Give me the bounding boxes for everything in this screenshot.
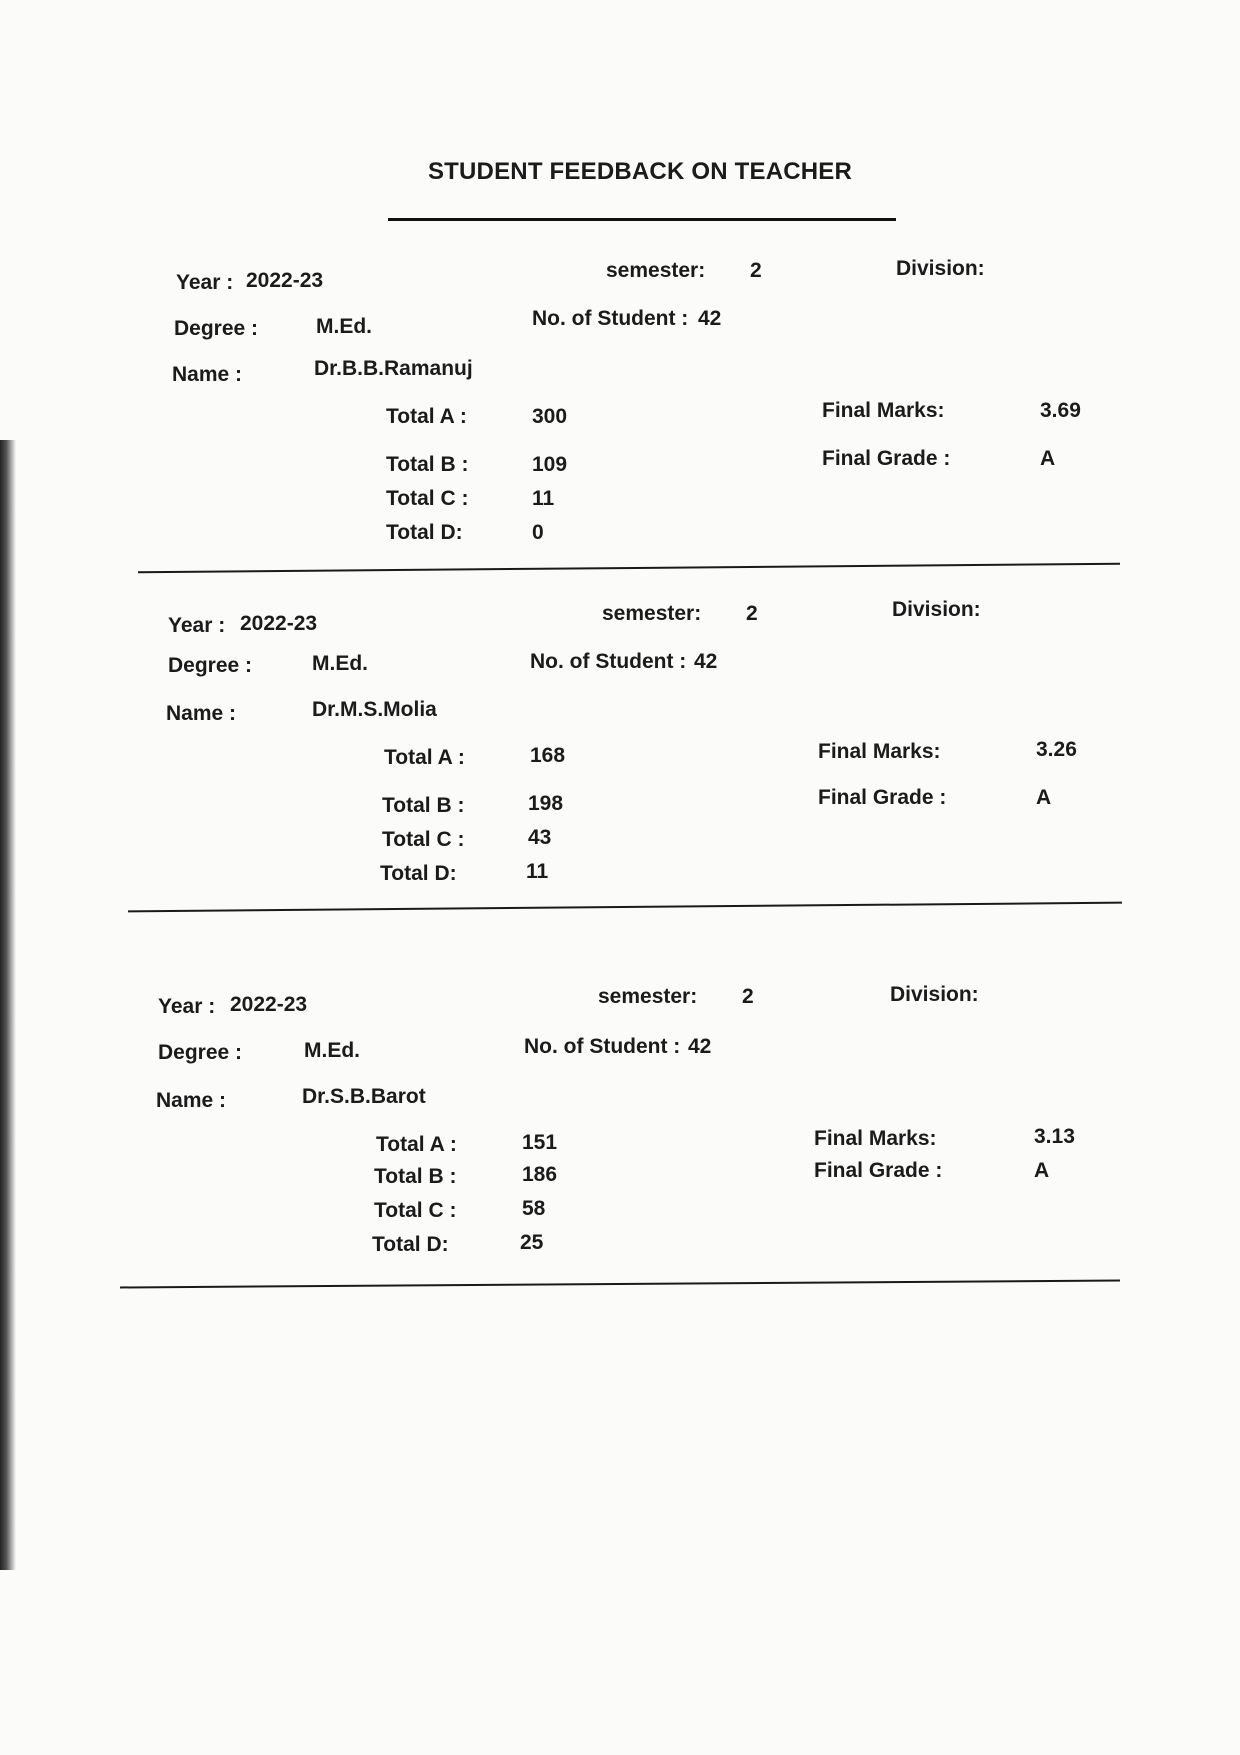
total-b-value: 186 — [522, 1163, 558, 1186]
name-label: Name : — [172, 363, 243, 386]
final-marks-value: 3.13 — [1034, 1125, 1075, 1148]
degree-label: Degree : — [174, 317, 259, 340]
total-c-label: Total C : — [386, 487, 469, 510]
division-label: Division: — [892, 598, 981, 621]
semester-label: semester: — [606, 259, 706, 282]
teacher-name: Dr.M.S.Molia — [312, 698, 437, 721]
total-b-label: Total B : — [382, 794, 465, 817]
year-value: 2022-23 — [230, 993, 308, 1016]
total-a-label: Total A : — [384, 746, 465, 769]
document-title: STUDENT FEEDBACK ON TEACHER — [427, 158, 853, 185]
students-value: 42 — [688, 1035, 712, 1058]
semester-value: 2 — [750, 259, 762, 282]
degree-value: M.Ed. — [316, 315, 372, 338]
year-value: 2022-23 — [246, 269, 324, 292]
degree-label: Degree : — [168, 654, 253, 677]
final-grade-value: A — [1036, 786, 1052, 809]
total-c-value: 58 — [522, 1197, 546, 1220]
final-grade-label: Final Grade : — [818, 786, 947, 809]
year-label: Year : — [168, 614, 226, 637]
division-label: Division: — [890, 983, 979, 1006]
total-c-value: 11 — [532, 487, 555, 510]
total-a-value: 300 — [532, 405, 568, 428]
teacher-name: Dr.S.B.Barot — [302, 1085, 426, 1108]
total-d-value: 25 — [520, 1231, 544, 1254]
final-grade-value: A — [1040, 447, 1056, 470]
teacher-name: Dr.B.B.Ramanuj — [314, 357, 473, 380]
feedback-record-1 — [0, 255, 1240, 595]
total-d-value: 0 — [532, 521, 544, 544]
semester-value: 2 — [746, 602, 758, 625]
final-marks-label: Final Marks: — [818, 740, 941, 763]
year-value: 2022-23 — [240, 612, 318, 635]
total-a-value: 151 — [522, 1131, 558, 1154]
students-label: No. of Student : — [530, 650, 687, 673]
total-c-label: Total C : — [382, 828, 465, 851]
feedback-record-2 — [0, 598, 1240, 938]
name-label: Name : — [166, 702, 237, 725]
final-grade-label: Final Grade : — [822, 447, 951, 470]
division-label: Division: — [896, 257, 985, 280]
total-c-label: Total C : — [374, 1199, 457, 1222]
final-marks-value: 3.69 — [1040, 399, 1081, 422]
degree-label: Degree : — [158, 1041, 243, 1064]
name-label: Name : — [156, 1089, 227, 1112]
total-d-label: Total D: — [372, 1233, 449, 1256]
students-value: 42 — [694, 650, 718, 673]
students-label: No. of Student : — [524, 1035, 681, 1058]
feedback-record-3 — [0, 983, 1240, 1323]
total-d-label: Total D: — [380, 862, 457, 885]
final-marks-label: Final Marks: — [822, 399, 945, 422]
total-a-label: Total A : — [376, 1133, 457, 1156]
total-b-value: 109 — [532, 453, 568, 476]
degree-value: M.Ed. — [312, 652, 368, 675]
semester-label: semester: — [598, 985, 698, 1008]
total-a-label: Total A : — [386, 405, 467, 428]
final-grade-label: Final Grade : — [814, 1159, 943, 1182]
students-label: No. of Student : — [532, 307, 689, 330]
degree-value: M.Ed. — [304, 1039, 360, 1062]
total-d-value: 11 — [526, 860, 549, 883]
total-a-value: 168 — [530, 744, 566, 767]
final-marks-value: 3.26 — [1036, 738, 1077, 761]
year-label: Year : — [176, 271, 234, 294]
total-b-value: 198 — [528, 792, 564, 815]
semester-label: semester: — [602, 602, 702, 625]
year-label: Year : — [158, 995, 216, 1018]
title-underline — [388, 218, 896, 221]
total-d-label: Total D: — [386, 521, 463, 544]
final-marks-label: Final Marks: — [814, 1127, 937, 1150]
total-b-label: Total B : — [374, 1165, 457, 1188]
final-grade-value: A — [1034, 1159, 1050, 1182]
total-b-label: Total B : — [386, 453, 469, 476]
semester-value: 2 — [742, 985, 754, 1008]
students-value: 42 — [698, 307, 722, 330]
total-c-value: 43 — [528, 826, 552, 849]
